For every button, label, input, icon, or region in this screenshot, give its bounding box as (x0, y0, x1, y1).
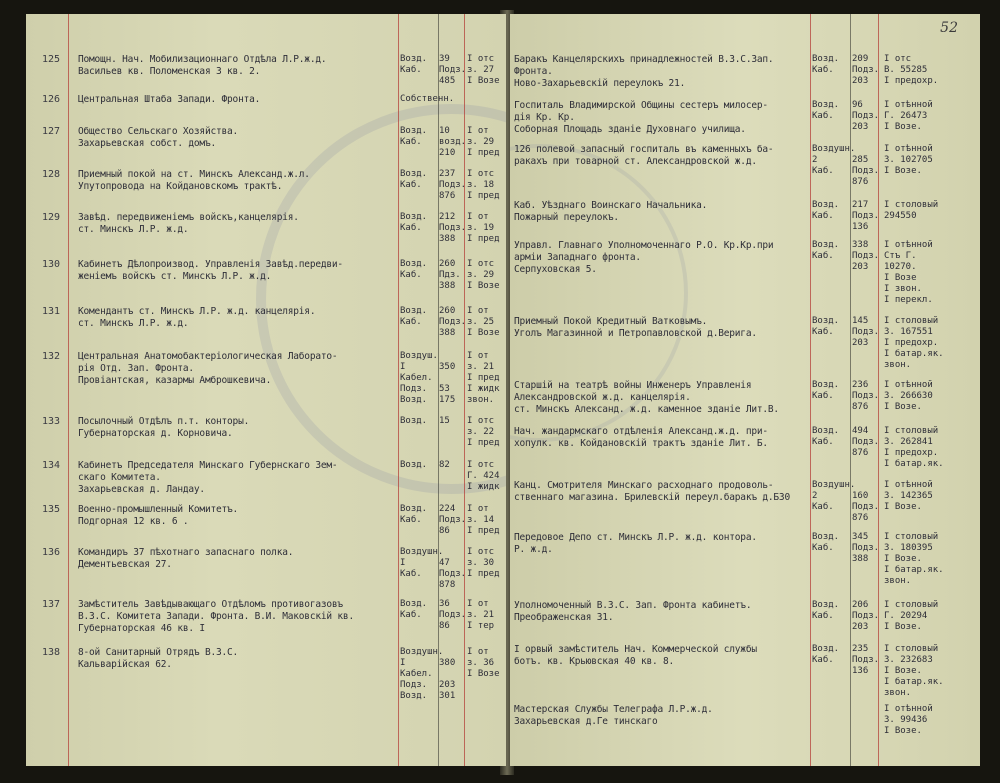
col-type: Возд. Каб. (400, 306, 428, 327)
entry-text: Помощн. Нач. Мобилизационнаго Отдѣла Л.Р.ж.д. Васильев кв. Поломенская 3 кв. 2. (78, 54, 327, 77)
col-phone: I отѣнной Стъ Г. 10270. I Возе I звон. I перекл. (884, 240, 933, 305)
entry-text: Мастерская Службы Телеграфа Л.Р.ж.д. Захарьевская д.Ге тинскаго (514, 704, 713, 727)
col-type: Возд. Каб. (812, 316, 840, 337)
col-phone: I столовый 294550 (884, 200, 939, 221)
margin-rule (68, 14, 69, 766)
col-value: 96 Подз. 203 (852, 100, 880, 132)
col-value: 36 Подз. 86 (439, 599, 467, 631)
col-phone: I столовый З. 167551 I предохр. I батар.як. звон. (884, 316, 944, 370)
col-value: 160 Подз. 876 (852, 491, 880, 523)
left-page (26, 14, 506, 766)
col-value: 260 Пдз. 388 (439, 259, 461, 291)
entry-text: Центральная Штаба Запади. Фронта. (78, 94, 261, 105)
entry-text: 8-ой Санитарный Отрядъ В.З.С. Кальварійская 62. (78, 647, 239, 670)
entry-number: 132 (42, 351, 61, 362)
col-type: Возд. Каб. (812, 240, 840, 261)
entry-text: 126 полевой запасный госпиталь въ каменныхъ ба- ракахъ при товарной ст. Александровской ж.д. (514, 144, 774, 167)
entry-number: 133 (42, 416, 61, 427)
entry-number: 126 (42, 94, 61, 105)
col-phone: I столовый Г. 20294 I Возе. (884, 600, 939, 632)
col-value: 345 Подз. 388 (852, 532, 880, 564)
col-phone: I отс Г. 424 I жидк (467, 460, 500, 492)
entry-text: Посылочный Отдѣлъ п.т. конторы. Губернаторская д. Корновича. (78, 416, 250, 439)
col-value: 260 Подз. 388 (439, 306, 467, 338)
col-type: Возд. Каб. (400, 599, 428, 620)
col-value: 494 Подз. 876 (852, 426, 880, 458)
col-phone: I отс з. 30 I пред (467, 547, 500, 579)
col-phone: I столовый З. 232683 I Возе. I батар.як. звон. (884, 644, 944, 698)
col-phone: I от з. 19 I пред (467, 212, 500, 244)
col-phone: I отѣнной З. 266630 I Возе. (884, 380, 933, 412)
entry-number: 136 (42, 547, 61, 558)
col-type: Возд. Каб. (812, 54, 840, 75)
col-type: Собственн. (400, 94, 455, 104)
entry-text: Нач. жандармскаго отдѣленія Александ.ж.д. при- хопулк. кв. Койдановскій трактъ зданіе Лит. Б. (514, 426, 768, 449)
entry-text: Управл. Главнаго Уполномоченнаго Р.О. Кр.Кр.при арміи Западнаго фронта. Серпуховская 5. (514, 240, 774, 275)
col-phone: I столовый З. 262841 I предохр. I батар.як. (884, 426, 944, 469)
right-page (510, 14, 980, 766)
entry-text: Завѣд. передвиженіемъ войскъ,канцелярія. ст. Минскъ Л.Р. ж.д. (78, 212, 299, 235)
col-phone: I отѣнной З. 102705 I Возе. (884, 144, 933, 176)
col-phone: I от з. 21 I тер (467, 599, 495, 631)
col-value: 47 Подз. 878 (439, 558, 467, 590)
entry-number: 135 (42, 504, 61, 515)
col-phone: I отѣнной З. 142365 I Возе. (884, 480, 933, 512)
col-phone: I от з. 29 I пред (467, 126, 500, 158)
col-value: 209 Подз. 203 (852, 54, 880, 86)
entry-text: Комендантъ ст. Минскъ Л.Р. ж.д. канцелярія. ст. Минскъ Л.Р. ж.д. (78, 306, 316, 329)
col-type: Возд. Каб. (812, 426, 840, 447)
column-rule (810, 14, 811, 766)
entry-text: Передовое Депо ст. Минскъ Л.Р. ж.д. контора. Р. ж.д. (514, 532, 757, 555)
entry-number: 125 (42, 54, 61, 65)
col-value: 224 Подз. 86 (439, 504, 467, 536)
col-value: 338 Подз. 203 (852, 240, 880, 272)
col-type: Возд. Каб. (812, 644, 840, 665)
col-phone: I отс з. 18 I пред (467, 169, 500, 201)
column-rule (398, 14, 399, 766)
column-rule (850, 14, 851, 766)
col-value: 285 Подз. 876 (852, 155, 880, 187)
col-phone: I от з. 36 I Возе (467, 647, 500, 679)
col-value: 10 возд. 210 (439, 126, 467, 158)
col-value: 145 Подз. 203 (852, 316, 880, 348)
entry-text: Военно-промышленный Комитетъ. Подгорная 12 кв. 6 . (78, 504, 239, 527)
col-type: Возд. Каб. (812, 380, 840, 401)
entry-text: Госпиталь Владимирской Общины сестеръ милосер- дія Кр. Кр. Соборная Площадь зданіе Духовнаго училища. (514, 100, 768, 135)
col-type: Воздушн. 2 Каб. (812, 144, 856, 176)
entry-text: Командиръ 37 пѣхотнаго запаснаго полка. Дементьевская 27. (78, 547, 294, 570)
col-phone: I отс з. 22 I пред (467, 416, 500, 448)
col-type: Возд. Каб. (812, 532, 840, 553)
col-phone: I от з. 25 I Возе (467, 306, 500, 338)
col-phone: I от з. 14 I пред (467, 504, 500, 536)
col-phone: I от з. 21 I пред I жидк звон. (467, 351, 500, 405)
col-type: Воздушн. I Кабел. Подз. Возд. (400, 647, 444, 701)
col-type: Возд. Каб. (812, 200, 840, 221)
col-type: Воздуш. I Кабел. Подз. Возд. (400, 351, 438, 405)
entry-text: Приемный Покой Кредитный Ватковымъ. Уголъ Магазинной и Петропавловской д.Верига. (514, 316, 757, 339)
col-type: Возд. Каб. (400, 259, 428, 280)
entry-text: Общество Сельскаго Хозяйства. Захарьевская собст. домъ. (78, 126, 239, 149)
col-type: Возд. Каб. (400, 126, 428, 147)
col-value: 217 Подз. 136 (852, 200, 880, 232)
entry-number: 128 (42, 169, 61, 180)
entry-number: 138 (42, 647, 61, 658)
entry-text: Центральная Анатомобактеріологическая Лаборато- рія Отд. Зап. Фронта. Провіантская, казармы Амброшкевича. (78, 351, 338, 386)
col-type: Возд. (400, 416, 428, 426)
entry-text: Канц. Смотрителя Минскаго расходнаго продоволь- ственнаго магазина. Брилевскій переул.баракъ д.Б30 (514, 480, 790, 503)
col-value: 350 53 175 (439, 362, 456, 405)
entry-number: 131 (42, 306, 61, 317)
col-phone: I столовый З. 180395 I Возе. I батар.як. звон. (884, 532, 944, 586)
col-value: 15 (439, 416, 450, 426)
entry-text: Кабинетъ Председателя Минскаго Губернскаго Зем- скаго Комитета. Захарьевская д. Ландау. (78, 460, 338, 495)
col-value: 82 (439, 460, 450, 470)
entry-number: 129 (42, 212, 61, 223)
col-value: 206 Подз. 203 (852, 600, 880, 632)
entry-text: Уполномоченный В.З.С. Зап. Фронта кабинетъ. Преображенская 31. (514, 600, 752, 623)
col-value: 212 Подз. 388 (439, 212, 467, 244)
entry-text: Каб. Уѣзднаго Воинскаго Начальника. Пожарный переулокъ. (514, 200, 708, 223)
entry-text: I орвый замѣститель Нач. Коммерческой службы ботъ. кв. Крьювская 40 кв. 8. (514, 644, 757, 667)
entry-number: 137 (42, 599, 61, 610)
col-type: Возд. Каб. (400, 212, 428, 233)
entry-number: 134 (42, 460, 61, 471)
entry-text: Замѣститель Завѣдывающаго Отдѣломъ противогазовъ В.З.С. Комитета Запади. Фронта. В.И. Маковскій кв. Губернаторская 46 кв. I (78, 599, 354, 634)
col-value: 237 Подз. 876 (439, 169, 467, 201)
col-value: 235 Подз. 136 (852, 644, 880, 676)
col-value: 236 Подз. 876 (852, 380, 880, 412)
col-type: Возд. Каб. (400, 54, 428, 75)
col-type: Возд. Каб. (812, 600, 840, 621)
col-value: 39 Подз. 485 (439, 54, 467, 86)
col-phone: I отс з. 29 I Возе (467, 259, 500, 291)
col-phone: I отс з. 27 I Возе (467, 54, 500, 86)
entry-text: Приемный покой на ст. Минскъ Александ.ж.л. Упутопровода на Койдановскомъ трактѣ. (78, 169, 310, 192)
page-number: 52 (940, 20, 958, 36)
col-type: Возд. Каб. (400, 504, 428, 525)
col-phone: I отс В. 55285 I предохр. (884, 54, 939, 86)
entry-number: 127 (42, 126, 61, 137)
entry-text: Баракъ Канцелярскихъ принадлежностей В.З.С.Зап. Фронта. Ново-Захарьевскій переулокъ 21. (514, 54, 774, 89)
col-type: Возд. Каб. (400, 169, 428, 190)
col-type: Воздушн. I Каб. (400, 547, 444, 579)
col-phone: I отѣнной З. 99436 I Возе. (884, 704, 933, 736)
entry-text: Старшій на театрѣ войны Инженеръ Управленія Александровской ж.д. канцелярія. ст. Минскъ Александ. ж.д. каменное зданіе Лит.В. (514, 380, 779, 415)
entry-text: Кабинетъ Дѣлопроизвод. Управленія Завѣд.передви- женіемъ войскъ ст. Минскъ Л.Р. ж.д. (78, 259, 343, 282)
col-phone: I отѣнной Г. 26473 I Возе. (884, 100, 933, 132)
entry-number: 130 (42, 259, 61, 270)
col-type: Возд. Каб. (812, 100, 840, 121)
col-type: Воздушн. 2 Каб. (812, 480, 856, 512)
col-value: 380 203 301 (439, 658, 456, 701)
col-type: Возд. (400, 460, 428, 470)
